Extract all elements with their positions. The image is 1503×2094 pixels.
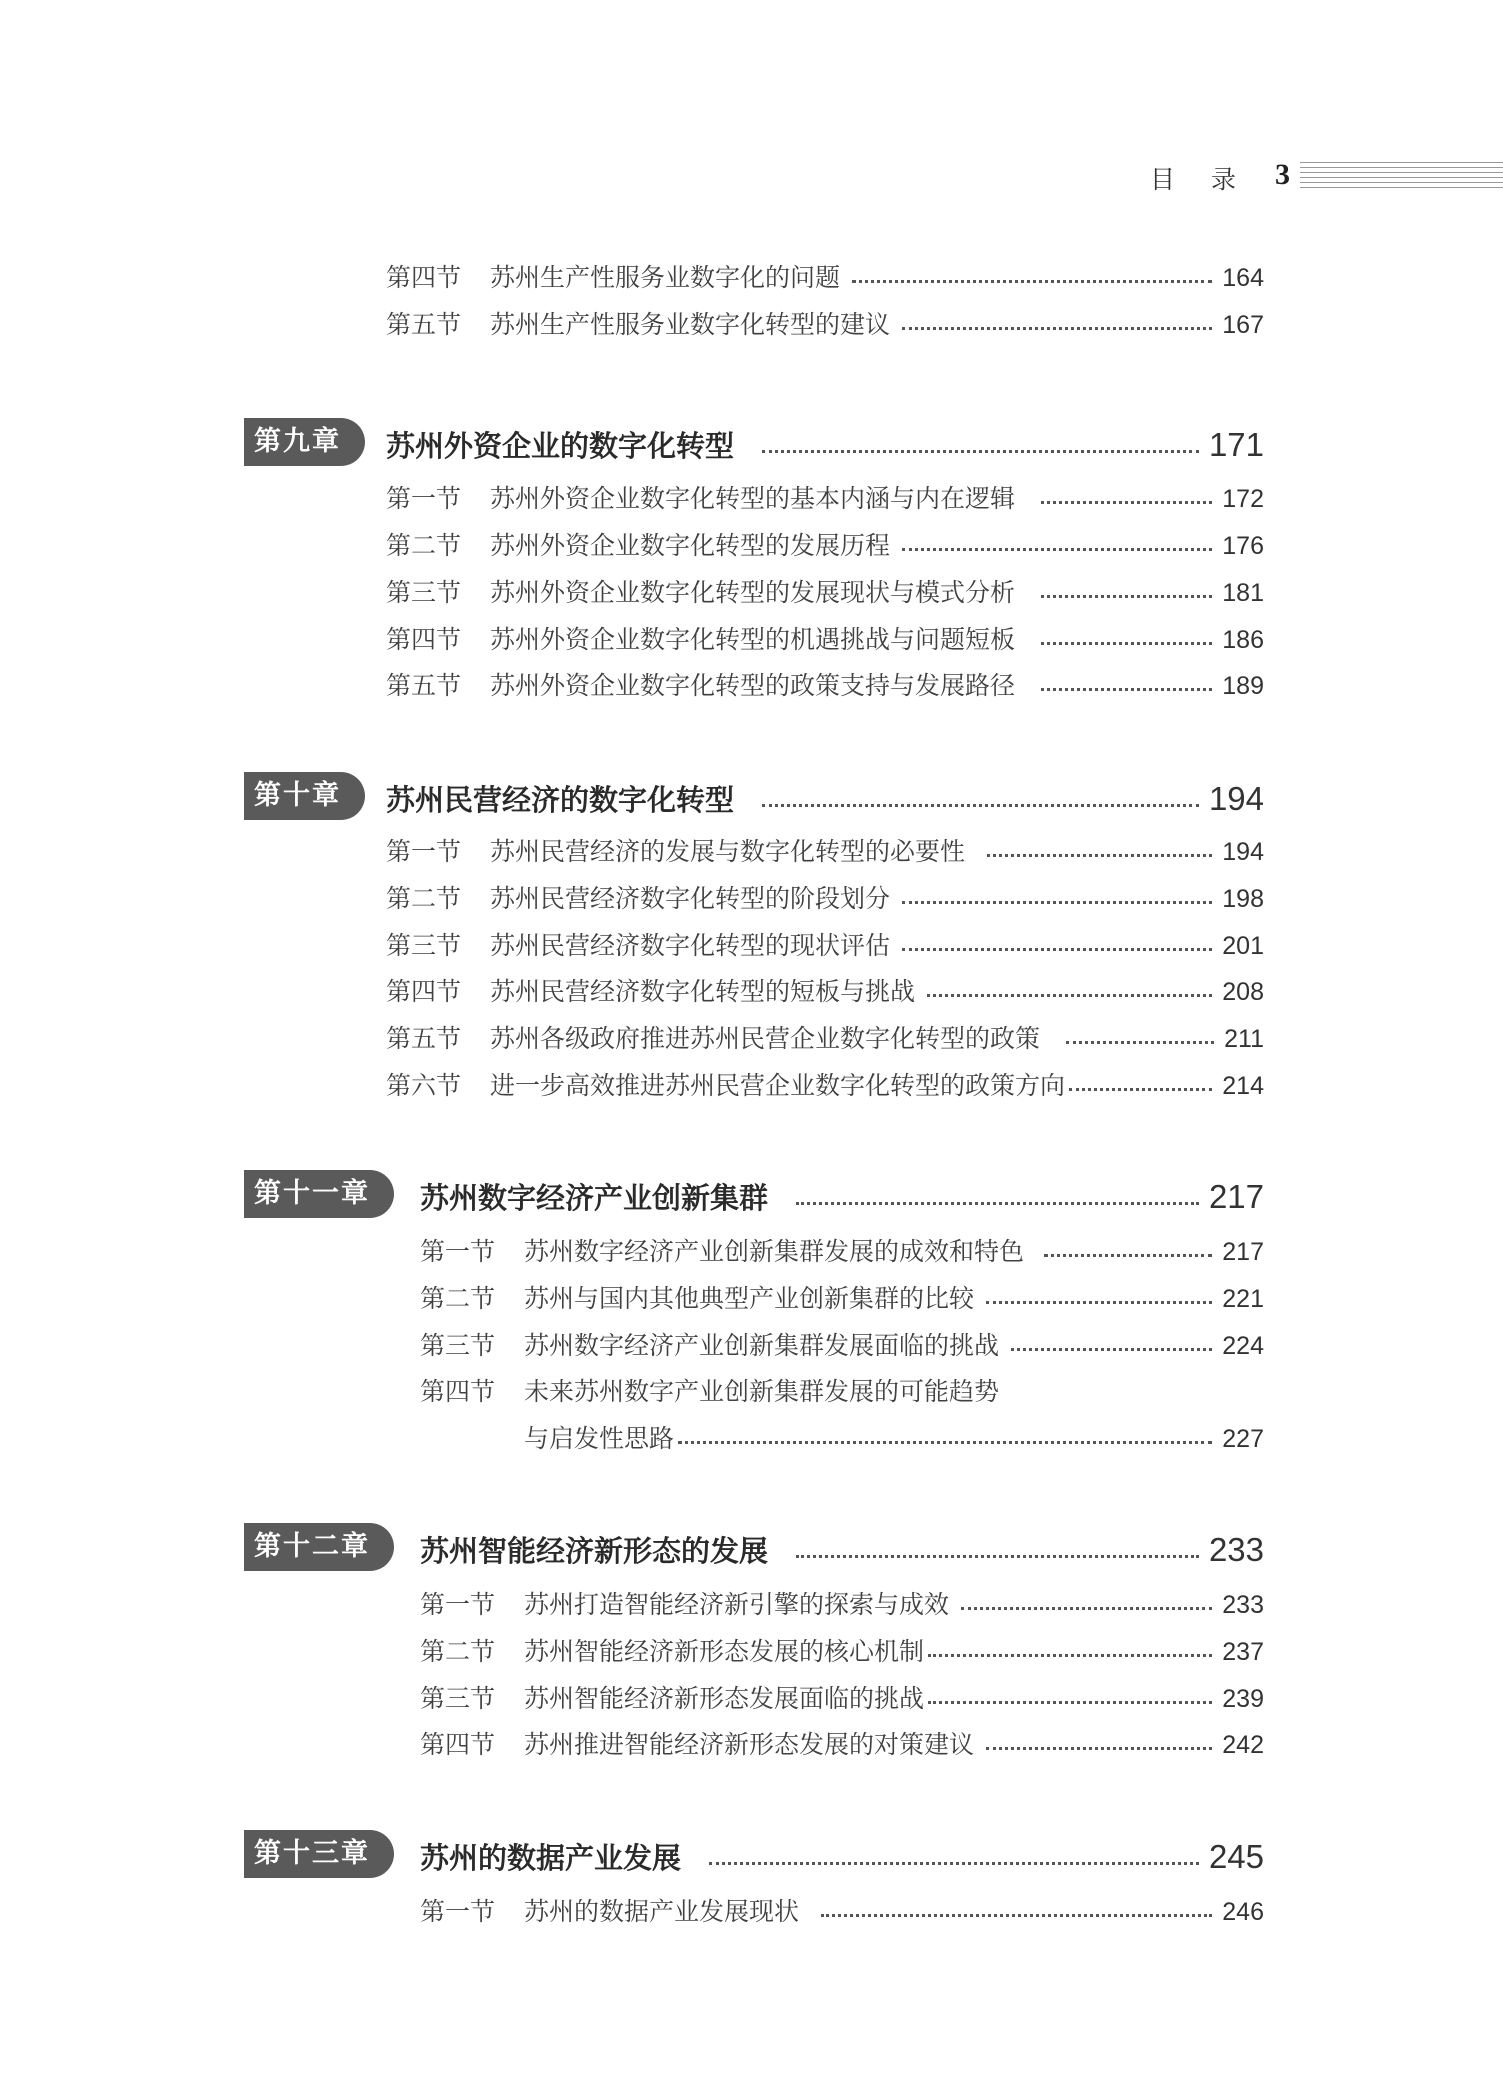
toc-section[interactable] — [420, 1725, 1264, 1761]
toc-section[interactable] — [420, 1232, 1264, 1268]
chapter-page: 194 — [1208, 780, 1264, 817]
section-page: 211 — [1224, 1025, 1264, 1053]
toc-section[interactable] — [386, 926, 1264, 962]
dot-leader — [928, 1701, 1212, 1704]
section-page: 237 — [1222, 1638, 1264, 1666]
section-title: 苏州智能经济新形态发展面临的挑战 — [524, 1684, 925, 1713]
chapter-title: 苏州外资企业的数字化转型 — [386, 429, 735, 463]
section-page: 201 — [1222, 932, 1264, 960]
toc-section[interactable] — [386, 972, 1264, 1008]
toc-section[interactable] — [386, 573, 1264, 609]
dot-leader — [961, 1607, 1212, 1610]
section-page: 227 — [1222, 1425, 1264, 1453]
section-page: 176 — [1222, 532, 1264, 560]
chapter-badge — [244, 772, 365, 820]
running-header — [1140, 158, 1503, 194]
chapter-title: 苏州数字经济产业创新集群 — [420, 1181, 769, 1215]
section-label: 第五节 — [386, 1024, 462, 1053]
section-label: 第四节 — [386, 977, 462, 1006]
section-label: 第五节 — [386, 310, 462, 339]
dot-leader — [1041, 501, 1212, 504]
dot-leader — [1069, 1088, 1212, 1091]
section-label: 第三节 — [386, 931, 462, 960]
section-label: 第二节 — [420, 1637, 496, 1666]
toc-section[interactable] — [420, 1632, 1264, 1668]
section-title: 苏州外资企业数字化转型的发展现状与模式分析 — [490, 578, 1016, 607]
dot-leader — [902, 948, 1212, 951]
section-label: 第一节 — [386, 484, 462, 513]
section-label: 第三节 — [420, 1331, 496, 1360]
section-page: 172 — [1222, 485, 1264, 513]
dot-leader — [902, 327, 1212, 330]
section-label: 第四节 — [386, 263, 462, 292]
section-page: 189 — [1222, 672, 1264, 700]
section-label: 第一节 — [420, 1237, 496, 1266]
section-page: 242 — [1222, 1731, 1264, 1759]
section-title: 苏州数字经济产业创新集群发展的成效和特色 — [524, 1237, 1025, 1266]
toc-section[interactable] — [386, 832, 1264, 868]
chapter-badge-label: 第十一章 — [244, 1170, 394, 1218]
toc-section[interactable] — [420, 1679, 1264, 1715]
section-page: 239 — [1222, 1685, 1264, 1713]
section-label: 第三节 — [420, 1684, 496, 1713]
section-label: 第五节 — [386, 671, 462, 700]
toc-section[interactable] — [420, 1326, 1264, 1362]
section-title: 苏州的数据产业发展现状 — [524, 1897, 800, 1926]
section-page: 186 — [1222, 626, 1264, 654]
chapter-badge — [244, 1523, 394, 1571]
section-title: 苏州民营经济数字化转型的阶段划分 — [490, 884, 891, 913]
section-title: 苏州数字经济产业创新集群发展面临的挑战 — [524, 1331, 1000, 1360]
toc-section[interactable] — [386, 1019, 1264, 1055]
toc-section[interactable] — [420, 1585, 1264, 1621]
dot-leader — [927, 994, 1212, 997]
section-title: 未来苏州数字产业创新集群发展的可能趋势 — [524, 1377, 1000, 1406]
toc-chapter[interactable] — [386, 424, 1264, 465]
section-title: 苏州外资企业数字化转型的政策支持与发展路径 — [490, 671, 1016, 700]
section-title: 苏州打造智能经济新引擎的探索与成效 — [524, 1590, 950, 1619]
section-page: 208 — [1222, 978, 1264, 1006]
section-label: 第三节 — [386, 578, 462, 607]
section-title: 苏州民营经济数字化转型的短板与挑战 — [490, 977, 916, 1006]
section-label: 第四节 — [420, 1377, 496, 1406]
toc-section[interactable] — [386, 258, 1264, 294]
toc-section[interactable] — [386, 879, 1264, 915]
dot-leader — [986, 1747, 1212, 1750]
dot-leader — [1041, 688, 1212, 691]
toc-chapter[interactable] — [420, 1836, 1264, 1877]
dot-leader — [1066, 1041, 1214, 1044]
chapter-title: 苏州民营经济的数字化转型 — [386, 783, 735, 817]
toc-section[interactable] — [386, 479, 1264, 515]
header-rules — [1300, 162, 1503, 192]
dot-leader — [928, 1654, 1212, 1657]
section-title: 进一步高效推进苏州民营企业数字化转型的政策方向 — [490, 1071, 1066, 1100]
section-label: 第二节 — [386, 531, 462, 560]
section-page: 233 — [1222, 1591, 1264, 1619]
toc-chapter[interactable] — [420, 1176, 1264, 1217]
header-page-number: 3 — [1275, 158, 1290, 191]
toc-chapter[interactable] — [420, 1529, 1264, 1570]
dot-leader — [852, 280, 1212, 283]
section-title-continued: 与启发性思路 — [524, 1424, 675, 1453]
chapter-page: 171 — [1208, 426, 1264, 463]
chapter-page: 217 — [1208, 1178, 1264, 1215]
section-label: 第二节 — [420, 1284, 496, 1313]
section-title: 苏州生产性服务业数字化的问题 — [490, 263, 841, 292]
dot-leader — [821, 1914, 1212, 1917]
dot-leader — [796, 1555, 1199, 1558]
section-title: 苏州生产性服务业数字化转型的建议 — [490, 310, 891, 339]
section-page: 217 — [1222, 1238, 1264, 1266]
dot-leader — [762, 804, 1199, 807]
section-page: 194 — [1222, 838, 1264, 866]
dot-leader — [762, 450, 1199, 453]
section-page: 224 — [1222, 1332, 1264, 1360]
chapter-title: 苏州的数据产业发展 — [420, 1841, 682, 1875]
toc-section[interactable] — [420, 1279, 1264, 1315]
dot-leader — [678, 1441, 1212, 1444]
section-title: 苏州外资企业数字化转型的机遇挑战与问题短板 — [490, 625, 1016, 654]
section-title: 苏州民营经济数字化转型的现状评估 — [490, 931, 891, 960]
dot-leader — [1011, 1348, 1212, 1351]
section-page: 221 — [1222, 1285, 1264, 1313]
dot-leader — [1041, 642, 1212, 645]
toc-section[interactable] — [386, 666, 1264, 702]
section-label: 第二节 — [386, 884, 462, 913]
chapter-badge-label: 第十二章 — [244, 1523, 394, 1571]
section-title: 苏州与国内其他典型产业创新集群的比较 — [524, 1284, 975, 1313]
section-page: 181 — [1222, 579, 1264, 607]
section-label: 第一节 — [420, 1590, 496, 1619]
chapter-badge — [244, 1830, 394, 1878]
chapter-page: 233 — [1208, 1531, 1264, 1568]
chapter-title: 苏州智能经济新形态的发展 — [420, 1534, 769, 1568]
toc-section[interactable] — [386, 305, 1264, 341]
toc-section[interactable] — [386, 526, 1264, 562]
section-title: 苏州智能经济新形态发展的核心机制 — [524, 1637, 925, 1666]
toc-section[interactable] — [386, 1066, 1264, 1102]
section-page: 198 — [1222, 885, 1264, 913]
dot-leader — [987, 854, 1212, 857]
section-label: 第四节 — [420, 1730, 496, 1759]
section-page: 214 — [1222, 1072, 1264, 1100]
chapter-badge-label: 第十三章 — [244, 1830, 394, 1878]
chapter-badge-label: 第十章 — [244, 772, 365, 820]
dot-leader — [1041, 595, 1212, 598]
chapter-badge — [244, 418, 365, 466]
dot-leader — [1044, 1254, 1212, 1257]
section-label: 第六节 — [386, 1071, 462, 1100]
dot-leader — [796, 1202, 1199, 1205]
chapter-badge — [244, 1170, 394, 1218]
section-title: 苏州外资企业数字化转型的发展历程 — [490, 531, 891, 560]
toc-section[interactable] — [420, 1892, 1264, 1928]
chapter-page: 245 — [1208, 1838, 1264, 1875]
toc-chapter[interactable] — [386, 778, 1264, 819]
section-label: 第四节 — [386, 625, 462, 654]
section-title: 苏州民营经济的发展与数字化转型的必要性 — [490, 837, 966, 866]
dot-leader — [902, 901, 1212, 904]
section-title: 苏州推进智能经济新形态发展的对策建议 — [524, 1730, 975, 1759]
dot-leader — [902, 548, 1212, 551]
section-page: 246 — [1222, 1898, 1264, 1926]
toc-section[interactable] — [386, 620, 1264, 656]
section-page: 167 — [1222, 311, 1264, 339]
section-title: 苏州外资企业数字化转型的基本内涵与内在逻辑 — [490, 484, 1016, 513]
dot-leader — [986, 1301, 1212, 1304]
dot-leader — [709, 1862, 1199, 1865]
section-title: 苏州各级政府推进苏州民营企业数字化转型的政策 — [490, 1024, 1041, 1053]
toc-section-continuation[interactable] — [420, 1419, 1264, 1455]
header-title: 目录 — [1150, 165, 1273, 194]
section-label: 第一节 — [386, 837, 462, 866]
section-page: 164 — [1222, 264, 1264, 292]
section-label: 第一节 — [420, 1897, 496, 1926]
chapter-badge-label: 第九章 — [244, 418, 365, 466]
toc-section[interactable] — [420, 1372, 1264, 1408]
